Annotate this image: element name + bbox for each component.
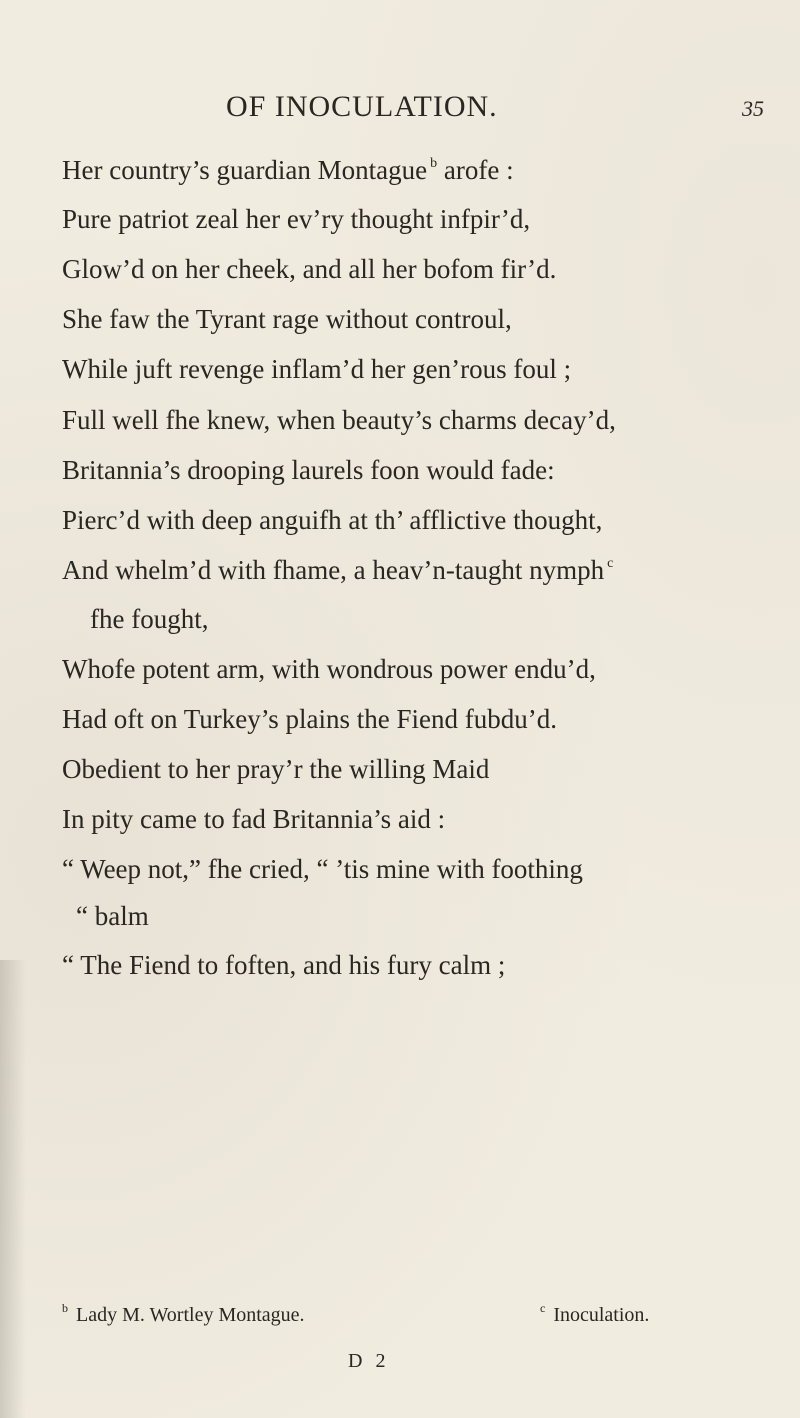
verse-line: Full well fhe knew, when beauty’s charms decay’d, bbox=[62, 405, 616, 435]
verse-line: Whofe potent arm, with wondrous power endu’d, bbox=[62, 654, 596, 684]
verse-line: Pierc’d with deep anguifh at th’ afflictive thought, bbox=[62, 505, 603, 535]
footnote-c: $^c$ Inoculation. bbox=[540, 1301, 650, 1326]
footnotes bbox=[0, 1301, 800, 1340]
verse-line: In pity came to fad Britannia’s aid : bbox=[62, 804, 446, 834]
verse-line: Britannia’s drooping laurels foon would fade: bbox=[62, 455, 555, 485]
verse-line: And whelm’d with fhame, a heav’n-taught nymph $^c$ bbox=[62, 555, 614, 585]
footnote-ref-b: b bbox=[430, 156, 438, 171]
running-head bbox=[0, 90, 800, 130]
verse-line: Had oft on Turkey’s plains the Fiend fubdu’d. bbox=[62, 704, 557, 734]
verse-line-continuation: fhe fought, bbox=[90, 604, 209, 634]
verse-line: “ The Fiend to foften, and his fury calm ; bbox=[62, 950, 506, 980]
footnote-ref-c: c bbox=[607, 556, 614, 571]
verse-line: While juft revenge inflam’d her gen’rous foul ; bbox=[62, 354, 572, 384]
signature-mark: D 2 bbox=[348, 1350, 390, 1372]
verse-line: She faw the Tyrant rage without controul, bbox=[62, 304, 512, 334]
verse-line: Obedient to her pray’r the willing Maid bbox=[62, 754, 490, 784]
verse-line: Pure patriot zeal her ev’ry thought infpir’d, bbox=[62, 204, 531, 234]
verse-line: “ Weep not,” fhe cried, “ ’tis mine with foothing bbox=[62, 854, 583, 884]
verse-line: Her country’s guardian Montague $^b$ arofe : bbox=[62, 155, 514, 185]
page-number: 35 bbox=[742, 96, 764, 121]
footnote-b: $^b$ Lady M. Wortley Montague. bbox=[62, 1301, 305, 1326]
running-title: OF INOCULATION. bbox=[226, 90, 498, 123]
verse-line: Glow’d on her cheek, and all her bofom fir’d. bbox=[62, 254, 557, 284]
verse-line-continuation: “ balm bbox=[76, 901, 149, 931]
gutter-shadow bbox=[0, 960, 26, 1418]
